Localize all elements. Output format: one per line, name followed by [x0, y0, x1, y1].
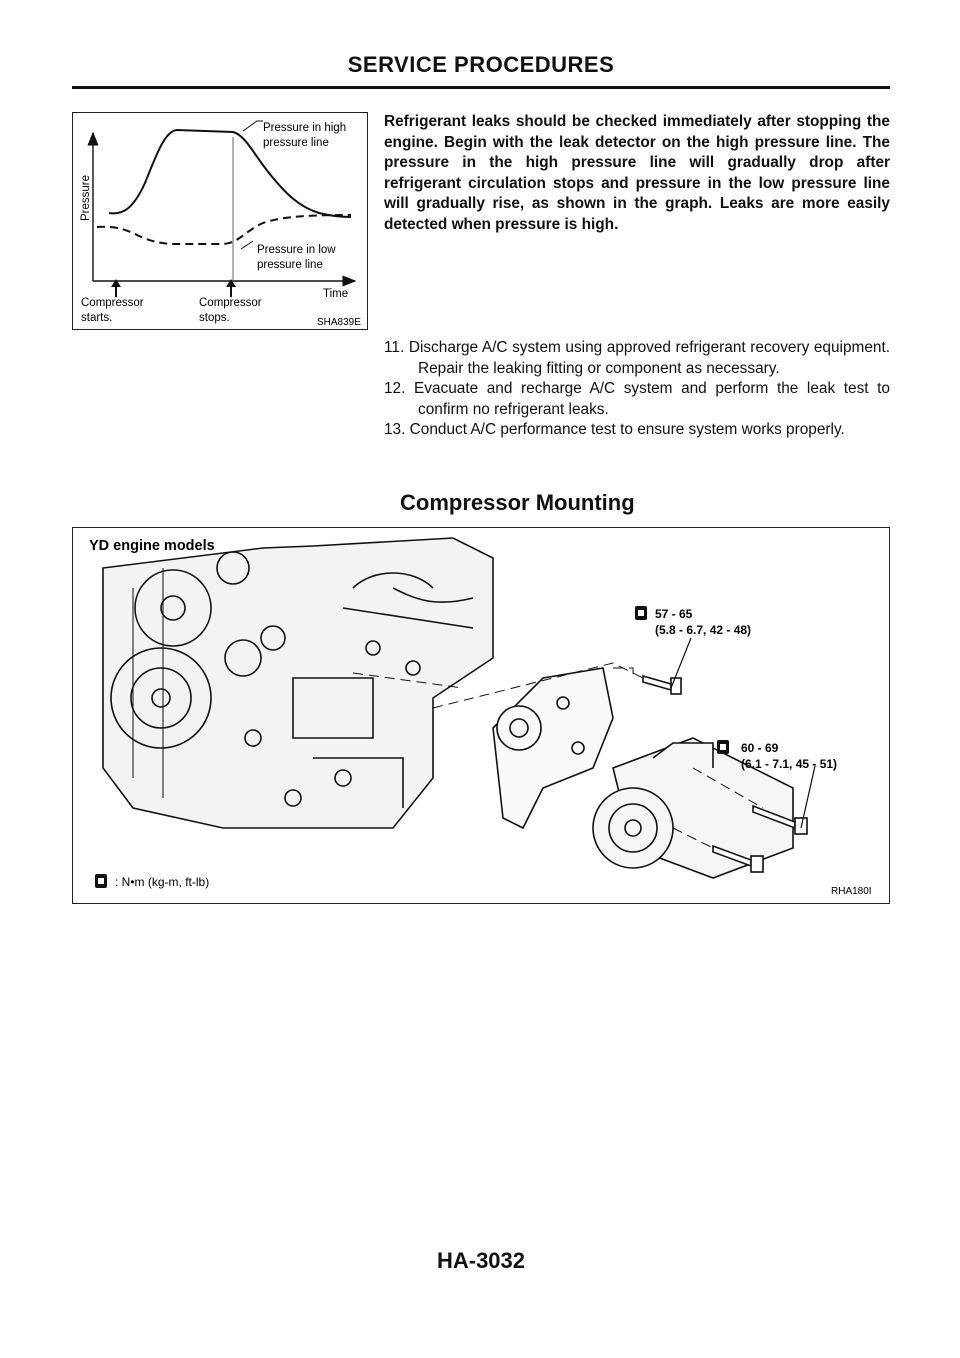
pressure-axis-label: Pressure: [80, 174, 92, 221]
upper-torque-range: (5.8 - 6.7, 42 - 48): [655, 623, 752, 637]
low-leader: [241, 241, 253, 249]
page-number: HA-3032: [436, 1248, 526, 1273]
torque-units-legend: : N•m (kg-m, ft-lb): [115, 875, 210, 889]
compressor-illustration: [73, 528, 891, 905]
engine-block: [103, 538, 493, 828]
low-label-2: pressure line: [257, 259, 323, 271]
intro-paragraph: Refrigerant leaks should be checked immediately after stopping the engine. Begin with the leak detector on the high pressure line. The pressure in the high pressure line will gradually drop after refrigerant circulation stops and pressure in the low pressure line will gradually rise, as shown in the graph. Leaks are more easily detected when pressure is high.: [384, 113, 890, 233]
compressor-bracket: [493, 668, 613, 828]
section-title: Compressor Mounting: [400, 490, 635, 515]
high-label-2: pressure line: [263, 137, 329, 149]
high-leader: [243, 121, 263, 131]
figure2-code: RHA180I: [831, 886, 872, 897]
stops-label-2: stops.: [199, 312, 230, 324]
compressor-mounting-figure: [72, 527, 890, 904]
upper-torque-value: 57 - 65: [655, 607, 693, 621]
page-header: SERVICE PROCEDURES: [347, 52, 615, 77]
figure1-code: SHA839E: [317, 317, 361, 328]
lower-torque-value: 60 - 69: [741, 741, 779, 755]
pressure-graph: [73, 113, 369, 331]
stops-label-1: Compressor: [199, 297, 262, 309]
low-pressure-curve: [97, 215, 351, 244]
header-rule: [72, 86, 890, 89]
step-11: 11. Discharge A/C system using approved refrigerant recovery equipment. Repair the leaking fitting or component as necessary.: [384, 339, 890, 377]
step-13: 13. Conduct A/C performance test to ensure system works properly.: [384, 421, 845, 439]
starts-label-2: starts.: [81, 312, 113, 324]
stop-arrow: [226, 279, 236, 297]
high-label-1: Pressure in high: [263, 122, 347, 134]
procedure-steps: [384, 338, 890, 441]
starts-label-1: Compressor: [81, 297, 144, 309]
start-arrow: [111, 279, 121, 297]
step-12: 12. Evacuate and recharge A/C system and perform the leak test to confirm no refrigerant leaks.: [384, 380, 890, 418]
lower-torque-leader: [801, 766, 815, 828]
figure2-heading: YD engine models: [89, 538, 215, 554]
low-label-1: Pressure in low: [257, 244, 336, 256]
time-axis-label: Time: [323, 288, 349, 300]
pressure-graph-figure: [72, 112, 368, 330]
lower-torque-range: (6.1 - 7.1, 45 - 51): [741, 757, 838, 771]
